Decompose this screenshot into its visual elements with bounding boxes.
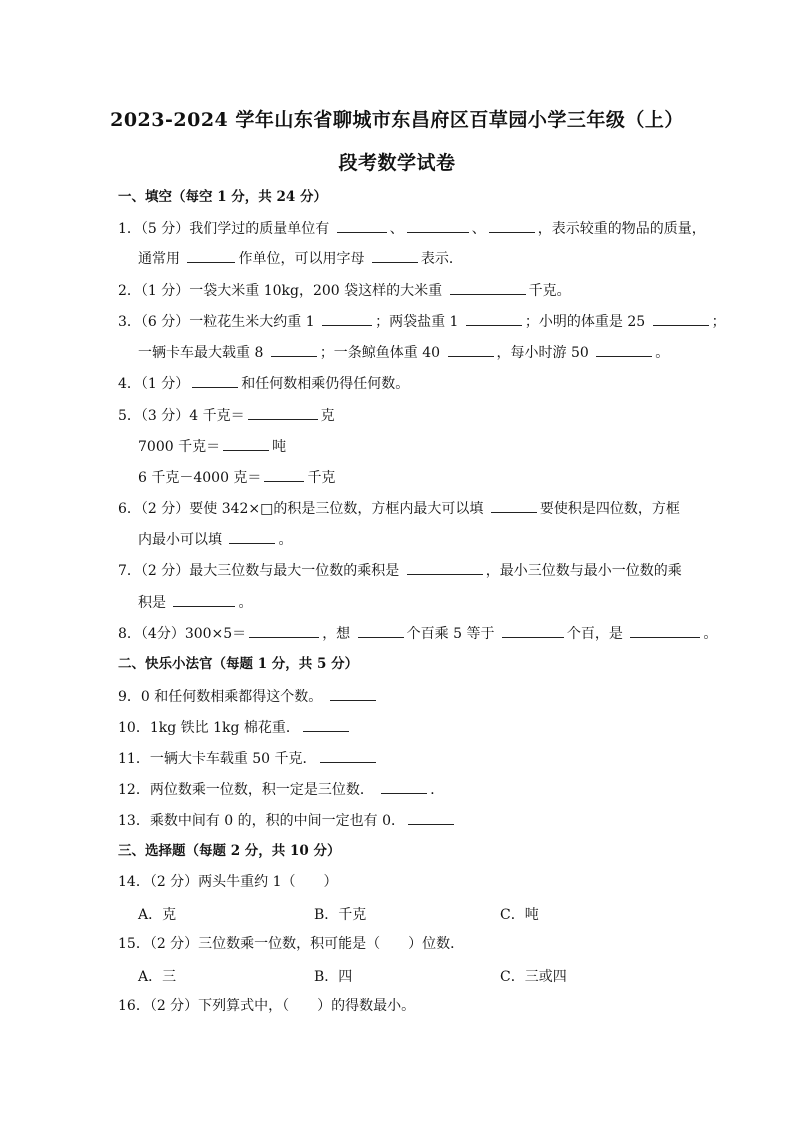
answer-blank[interactable] [407,218,469,233]
answer-blank[interactable] [491,498,537,513]
answer-blank[interactable] [192,373,238,388]
answer-blank[interactable] [372,248,418,263]
section-3-heading: 三、选择题（每题 2 分，共 10 分） [118,843,341,859]
answer-blank[interactable] [358,623,404,638]
answer-blank[interactable] [407,560,483,575]
question-5-part3: 6 千克－4000 克＝ 千克 [138,467,335,487]
question-14-option-b[interactable]: B．千克 [314,907,367,923]
exam-title-line2: 段考数学试卷 [338,152,456,174]
section-2-heading: 二、快乐小法官（每题 1 分，共 5 分） [118,656,359,672]
question-9: 9．0 和任何数相乘都得这个数。 [118,686,379,706]
exam-title-line1: 2023-2024 学年山东省聊城市东昌府区百草园小学三年级（上） [110,109,684,131]
question-7-cont: 积是 。 [138,592,252,612]
question-5-part2: 7000 千克＝ 吨 [138,436,286,456]
answer-blank[interactable] [653,311,709,326]
answer-blank[interactable] [320,748,376,763]
question-8: 8．（4分）300×5＝ ，想 个百乘 5 等于 个百，是 。 [118,623,717,643]
answer-blank[interactable] [223,436,269,451]
answer-blank[interactable] [337,218,387,233]
answer-blank[interactable] [303,717,349,732]
question-16: 16．（2 分）下列算式中，（ ）的得数最小。 [118,998,416,1014]
answer-blank[interactable] [489,218,535,233]
answer-blank[interactable] [630,623,700,638]
answer-blank[interactable] [381,779,427,794]
question-15-option-b[interactable]: B．四 [314,969,353,985]
question-5: 5．（3 分）4 千克＝ 克 [118,405,335,425]
question-7: 7．（2 分）最大三位数与最大一位数的乘积是 ，最小三位数与最小一位数的乘 [118,560,682,580]
question-15-option-c[interactable]: C．三或四 [500,969,567,985]
answer-blank[interactable] [187,248,235,263]
answer-blank[interactable] [264,467,304,482]
answer-blank[interactable] [450,280,526,295]
answer-blank[interactable] [466,311,522,326]
question-6-cont: 内最小可以填 。 [138,529,292,549]
answer-blank[interactable] [322,311,372,326]
answer-blank[interactable] [330,686,376,701]
question-3-cont: 一辆卡车最大载重 8 ；一条鲸鱼体重 40 ，每小时游 50 。 [138,342,669,362]
answer-blank[interactable] [448,342,494,357]
section-1-heading: 一、填空（每空 1 分，共 24 分） [118,189,327,205]
question-14-option-a[interactable]: A．克 [138,907,177,923]
question-13: 13．乘数中间有 0 的，积的中间一定也有 0． [118,810,457,830]
answer-blank[interactable] [173,592,235,607]
answer-blank[interactable] [596,342,652,357]
answer-blank[interactable] [229,529,275,544]
question-2: 2．（1 分）一袋大米重 10kg，200 袋这样的大米重 千克。 [118,280,571,300]
question-15-option-a[interactable]: A．三 [138,969,177,985]
answer-blank[interactable] [248,405,318,420]
question-1-cont: 通常用 作单位，可以用字母 表示． [138,248,463,268]
answer-blank[interactable] [408,810,454,825]
question-14-option-c[interactable]: C．吨 [500,907,539,923]
question-11: 11．一辆大卡车载重 50 千克． [118,748,379,768]
question-4: 4．（1 分） 和任何数相乘仍得任何数。 [118,373,409,393]
answer-blank[interactable] [502,623,564,638]
question-10: 10．1kg 铁比 1kg 棉花重． [118,717,352,737]
question-1: 1．（5 分）我们学过的质量单位有 、 、 ，表示较重的物品的质量， [118,218,706,238]
answer-blank[interactable] [271,342,317,357]
question-15: 15．（2 分）三位数乘一位数，积可能是（ ）位数． [118,936,465,952]
answer-blank[interactable] [249,623,319,638]
question-14: 14．（2 分）两头牛重约 1（ ） [118,874,338,890]
question-3: 3．（6 分）一粒花生米大约重 1 ；两袋盐重 1 ；小明的体重是 25 ； [118,311,726,331]
question-12: 12．两位数乘一位数，积一定是三位数． ． [118,779,444,799]
question-6: 6．（2 分）要使 342×□的积是三位数，方框内最大可以填 要使积是四位数，方框 [118,498,680,518]
